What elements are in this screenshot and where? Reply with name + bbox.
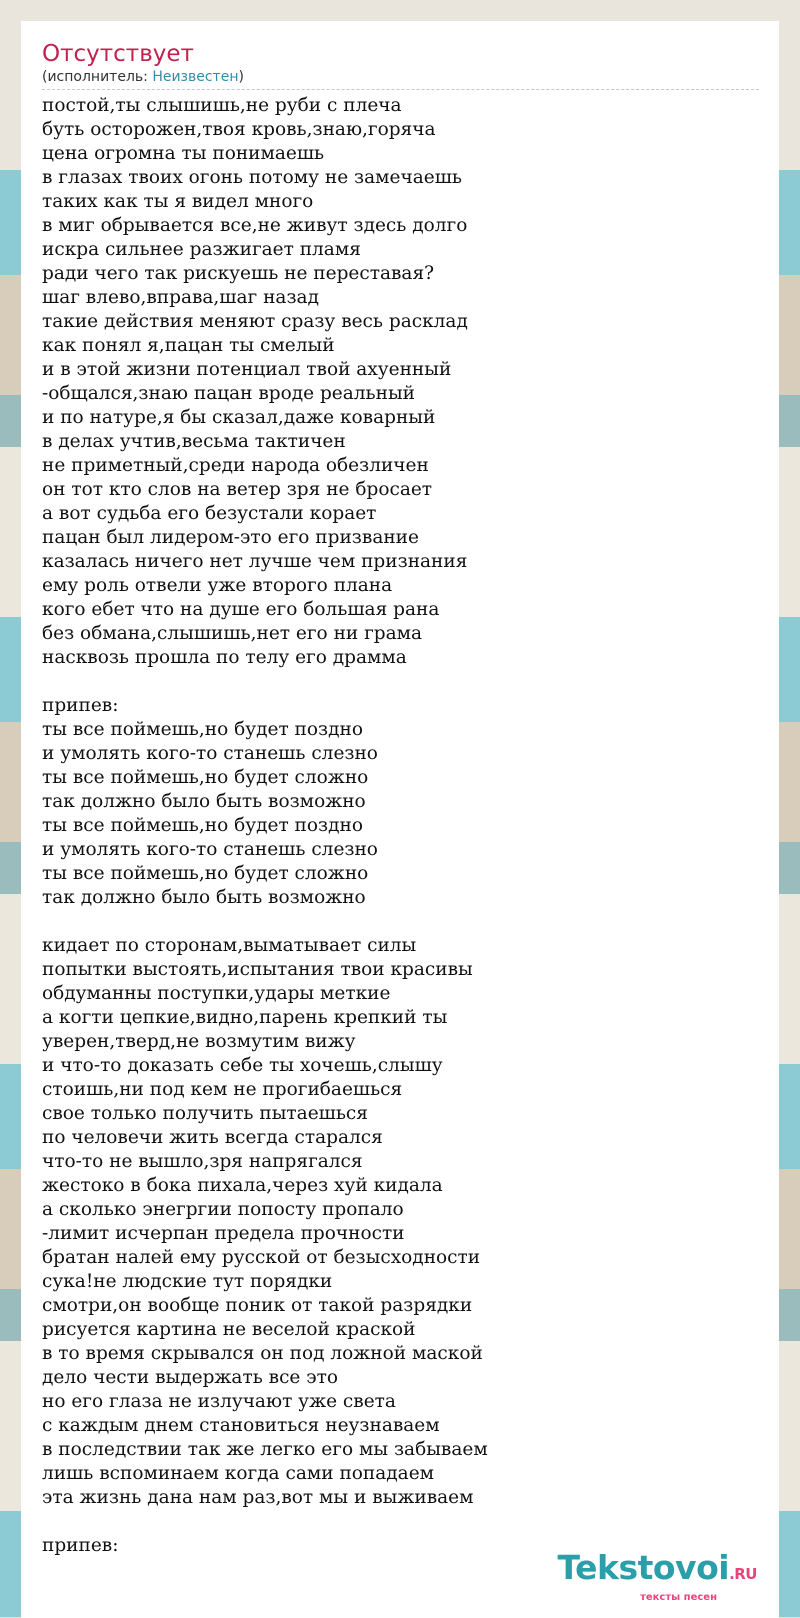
artist-link[interactable]: Неизвестен <box>152 69 239 85</box>
lyrics-line: и умолять кого-то станешь слезно <box>42 839 378 860</box>
lyrics-line: цена огромна ты понимаешь <box>42 143 325 164</box>
lyrics-line: а когти цепкие,видно,парень крепкий ты <box>42 1007 448 1028</box>
lyrics-line: так должно было быть возможно <box>42 791 366 812</box>
lyrics-line: и в этой жизни потенциал твой ахуенный <box>42 359 452 380</box>
lyrics-line: рисуется картина не веселой краской <box>42 1319 416 1340</box>
lyrics-line: жестоко в бока пихала,через хуй кидала <box>42 1175 443 1196</box>
logo-wordmark <box>547 1550 757 1592</box>
logo-tld: .RU <box>729 1565 757 1583</box>
lyrics-line: а сколько энегргии попосту пропало <box>42 1199 404 1220</box>
lyrics-line: свое только получить пытаешься <box>42 1103 368 1124</box>
lyrics-line: дело чести выдержать все это <box>42 1367 338 1388</box>
lyrics-line: лишь вспоминаем когда сами попадаем <box>42 1463 435 1484</box>
lyrics-line: кого ебет что на душе его большая рана <box>42 599 440 620</box>
lyrics-line: смотри,он вообще поник от такой разрядки <box>42 1295 473 1316</box>
artist-line <box>42 68 759 90</box>
lyrics-line: казалась ничего нет лучше чем признания <box>42 551 468 572</box>
lyrics-line: по человечи жить всегда старался <box>42 1127 383 1148</box>
lyrics-line: стоишь,ни под кем не прогибаешься <box>42 1079 403 1100</box>
lyrics-line: постой,ты слышишь,не руби с плеча <box>42 95 402 116</box>
lyrics-line: попытки выстоять,испытания твои красивы <box>42 959 473 980</box>
lyrics-line: шаг влево,вправа,шаг назад <box>42 287 319 308</box>
lyrics-line: братан налей ему русской от безысходности <box>42 1247 481 1268</box>
lyrics-line: без обмана,слышишь,нет его ни грама <box>42 623 423 644</box>
lyrics-card <box>21 21 779 1618</box>
lyrics-line: в то время скрывался он под ложной маской <box>42 1343 483 1364</box>
lyrics-line: ты все поймешь,но будет сложно <box>42 767 369 788</box>
lyrics-line: а вот судьба его безустали корает <box>42 503 377 524</box>
lyrics-line: буть осторожен,твоя кровь,знаю,горяча <box>42 119 436 140</box>
lyrics-line: кидает по сторонам,выматывает силы <box>42 935 417 956</box>
lyrics-line: такие действия меняют сразу весь расклад <box>42 311 468 332</box>
lyrics-line: таких как ты я видел много <box>42 191 314 212</box>
lyrics-line: как понял я,пацан ты смелый <box>42 335 335 356</box>
artist-suffix: ) <box>238 69 244 85</box>
lyrics-line: но его глаза не излучают уже света <box>42 1391 396 1412</box>
lyrics-line: обдуманны поступки,удары меткие <box>42 983 391 1004</box>
song-title: Отсутствует <box>42 41 194 67</box>
lyrics-line: ему роль отвели уже второго плана <box>42 575 393 596</box>
lyrics-line: так должно было быть возможно <box>42 887 366 908</box>
lyrics-line: припев: <box>42 695 119 716</box>
site-logo[interactable] <box>547 1548 757 1603</box>
lyrics-line: уверен,тверд,не возмутим вижу <box>42 1031 356 1052</box>
lyrics-line: сука!не людские тут порядки <box>42 1271 333 1292</box>
lyrics-line: ты все поймешь,но будет сложно <box>42 863 369 884</box>
lyrics-line: и по натуре,я бы сказал,даже коварный <box>42 407 436 428</box>
lyrics-line: -общался,знаю пацан вроде реальный <box>42 383 415 404</box>
lyrics-blank-line <box>42 910 759 934</box>
lyrics-blank-line <box>42 1510 759 1534</box>
lyrics-line: что-то не вышло,зря напрягался <box>42 1151 363 1172</box>
lyrics-blank-line <box>42 670 759 694</box>
lyrics-line: он тот кто слов на ветер зря не бросает <box>42 479 433 500</box>
logo-name: Tekstovoi <box>557 1548 730 1587</box>
lyrics-line: эта жизнь дана нам раз,вот мы и выживаем <box>42 1487 474 1508</box>
lyrics-line: ты все поймешь,но будет поздно <box>42 815 363 836</box>
lyrics-line: в глазах твоих огонь потому не замечаешь <box>42 167 462 188</box>
lyrics-line: в делах учтив,весьма тактичен <box>42 431 346 452</box>
lyrics-line: не приметный,среди народа обезличен <box>42 455 429 476</box>
lyrics-line: и умолять кого-то станешь слезно <box>42 743 378 764</box>
lyrics-line: и что-то доказать себе ты хочешь,слышу <box>42 1055 443 1076</box>
artist-prefix: (исполнитель: <box>42 69 153 85</box>
lyrics-line: в миг обрывается все,не живут здесь долго <box>42 215 468 236</box>
lyrics-line: пацан был лидером-это его призвание <box>42 527 419 548</box>
lyrics-line: искра сильнее разжигает пламя <box>42 239 361 260</box>
logo-tagline: тексты песен <box>640 1592 717 1603</box>
lyrics-line: с каждым днем становиться неузнаваем <box>42 1415 440 1436</box>
lyrics-line: припев: <box>42 1535 119 1556</box>
lyrics-line: ты все поймешь,но будет поздно <box>42 719 363 740</box>
lyrics-line: -лимит исчерпан предела прочности <box>42 1223 405 1244</box>
lyrics-line: в последствии так же легко его мы забываем <box>42 1439 488 1460</box>
lyrics-line: ради чего так рискуешь не переставая? <box>42 263 435 284</box>
lyrics-text <box>42 94 759 1558</box>
lyrics-line: насквозь прошла по телу его драмма <box>42 647 407 668</box>
